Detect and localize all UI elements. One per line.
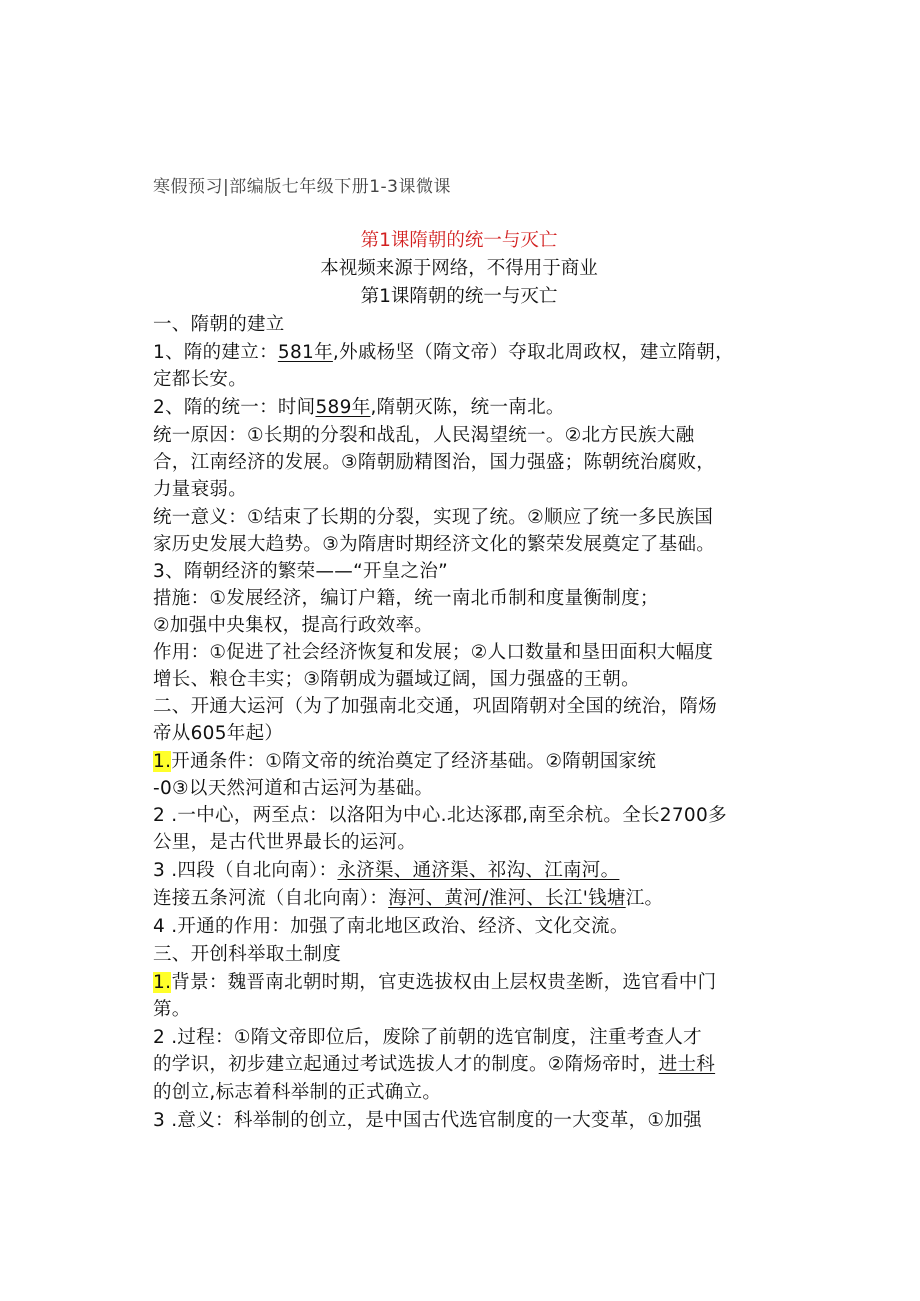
measures-line1: 措施：①发展经济，编订户籍，统一南北币制和度量衡制度； (153, 588, 659, 609)
s3-p2-line3: 的创立,标志着科举制的正式确立。 (153, 1082, 442, 1103)
year-581: 581年 (277, 342, 333, 363)
reason-line3: 力量衰弱。 (153, 479, 248, 500)
lesson-title: 第1课隋朝的统一与灭亡 (360, 286, 558, 307)
source-notice: 本视频来源于网络，不得用于商业 (320, 258, 598, 279)
item-number-highlight-2: 1. (153, 972, 172, 993)
measures-line2: ②加强中央集权，提高行政效率。 (153, 615, 434, 636)
meaning-line2: 家历史发展大趋势。③为隋唐时期经济文化的繁荣发展奠定了基础。 (153, 534, 716, 555)
s2-p1-line2: -0③以天然河道和古运河为基础。 (153, 778, 434, 799)
s3-p1-line1: 1.背景：魏晋南北朝时期，官吏选拔权由上层权贵垄断，选官看中门 (153, 972, 717, 993)
s3-p3: 3 .意义：科举制的创立，是中国古代选官制度的一大变革，①加强 (153, 1110, 702, 1131)
section-2-heading-line2: 帝从605年起） (153, 723, 284, 744)
river-list: 海河、黄河/淮河、长江'钱塘 (388, 888, 626, 909)
s1-p1-line2: 定都长安。 (153, 369, 248, 390)
section-2-heading: 二、开通大运河（为了加强南北交通，巩固隋朝对全国的统治，隋炀 (153, 696, 718, 717)
s3-p2-line1: 2 .过程：①隋文帝即位后，废除了前朝的选官制度，注重考查人才 (153, 1027, 702, 1048)
s1-p1-line1: 1、隋的建立：581年,外戚杨坚（隋文帝）夺取北周政权，建立隋朝， (153, 342, 734, 363)
effects-line1: 作用：①促进了社会经济恢复和发展；②人口数量和垦田面积大幅度 (153, 642, 714, 663)
s2-p2-line1: 2 .一中心，两至点：以洛阳为中心.北达涿郡,南至余杭。全长2700多 (153, 805, 727, 826)
jinshi-keyword: 进士科 (658, 1054, 716, 1075)
s2-p4: 4 .开通的作用：加强了南北地区政治、经济、文化交流。 (153, 916, 629, 937)
effects-line2: 增长、粮仓丰实；③隋朝成为疆域辽阔，国力强盛的王朝。 (153, 669, 640, 690)
section-3-heading: 三、开创科举取土制度 (153, 944, 342, 965)
year-589: 589年 (315, 397, 371, 418)
s2-rivers: 连接五条河流（自北向南）：海河、黄河/淮河、长江'钱塘江。 (153, 888, 664, 909)
section-1-heading: 一、隋朝的建立 (153, 314, 285, 335)
reason-line2: 合，江南经济的发展。③隋朝励精图治，国力强盛；陈朝统治腐败， (153, 452, 716, 473)
page-header: 寒假预习|部编版七年级下册1-3课微课 (153, 177, 451, 197)
lesson-title-red: 第1课隋朝的统一与灭亡 (360, 230, 558, 251)
meaning-line1: 统一意义：①结束了长期的分裂，实现了统。②顺应了统一多民族国 (153, 507, 714, 528)
s3-p2-line2: 的学识，初步建立起通过考试选拔人才的制度。②隋炀帝时，进士科 (153, 1054, 716, 1075)
item-number-highlight: 1. (153, 751, 172, 772)
s3-p1-line2: 第。 (153, 999, 191, 1020)
reason-line1: 统一原因：①长期的分裂和战乱，人民渴望统一。②北方民族大融 (153, 425, 695, 446)
s2-p3: 3 .四段（自北向南）：永济渠、通济渠、祁沟、江南河。 (153, 860, 620, 881)
s1-p3: 3、隋朝经济的繁荣——“开皇之治” (153, 561, 449, 582)
s2-p2-line2: 公里，是古代世界最长的运河。 (153, 832, 417, 853)
s1-p2: 2、隋的统一：时间589年,隋朝灭陈，统一南北。 (153, 397, 565, 418)
s2-p1-line1: 1.开通条件：①隋文帝的统治奠定了经济基础。②隋朝国家统 (153, 751, 657, 772)
canal-sections: 永济渠、通济渠、祁沟、江南河。 (337, 860, 620, 881)
